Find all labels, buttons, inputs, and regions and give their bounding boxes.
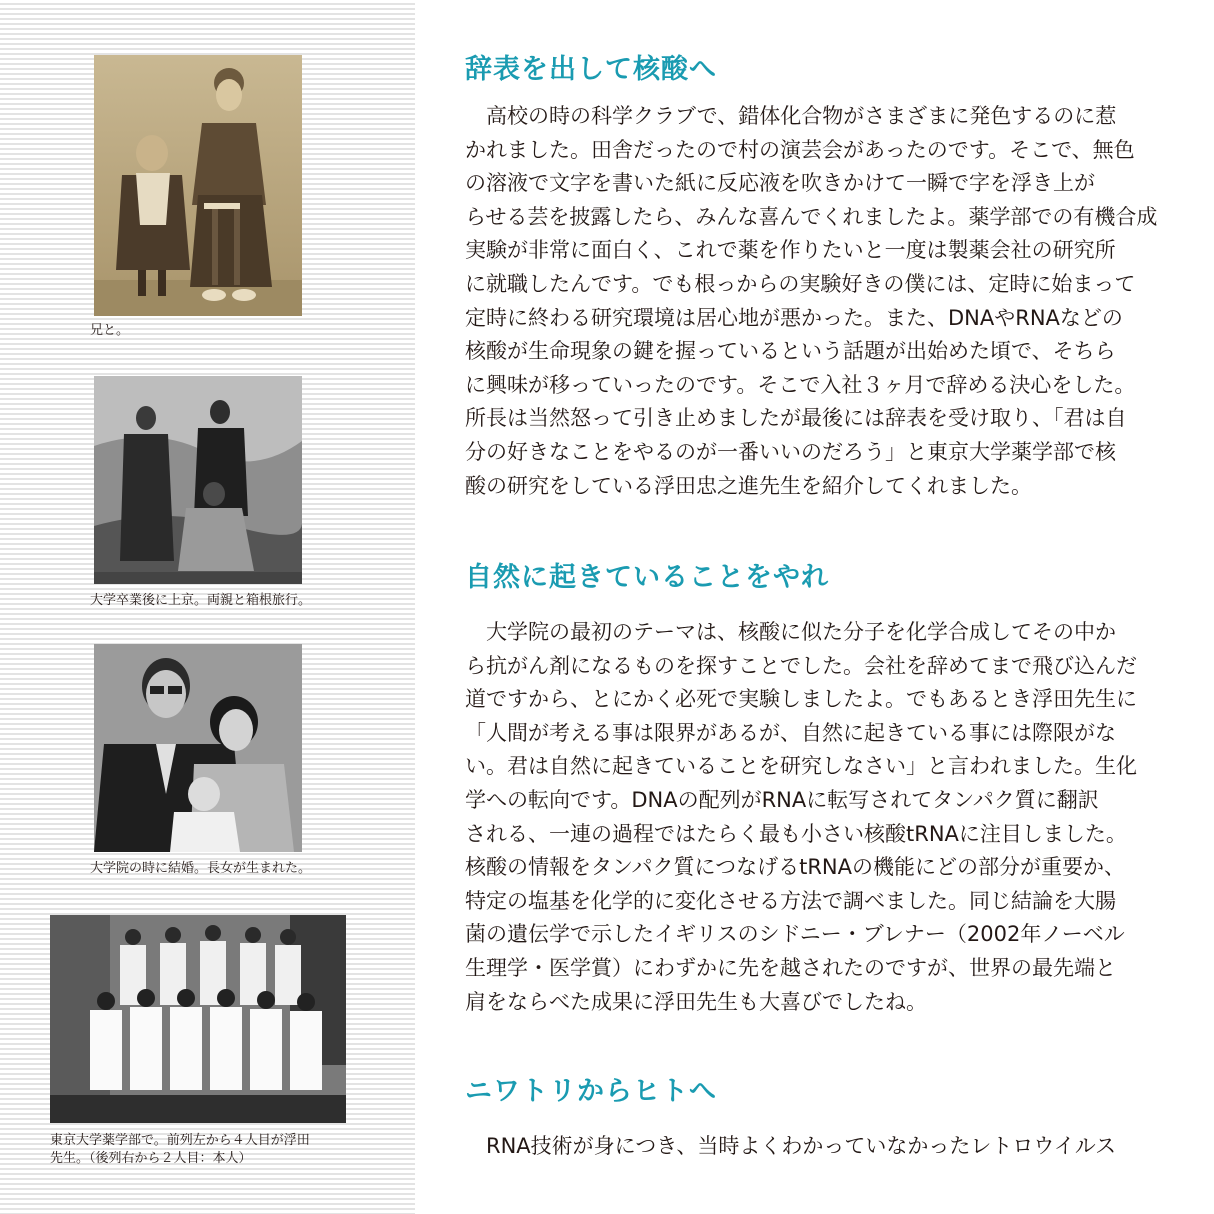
section-body-resignation: 高校の時の科学クラブで、錯体化合物がさまざまに発色するのに惹 かれました。田舎だったので村の演芸会があったのです。そこで、無色 の溶液で文字を書いた紙に反応液を吹きかけて一瞬で字を浮き上が らせる芸を披露したら、みんな喜んでくれましたよ。薬学部での有機合成 実験が非常に面白く、これで薬を作りたいと一度は製薬会社の研究所 に就職したんです。でも根っからの実験好きの僕には、定時に始まって 定時に終わる研究環境は居心地が悪かった。また、DNAやRNAなどの 核酸が生命現象の鍵を握っているという話題が出始めた頃で、そちら に興味が移っていったのです。そこで入社３ヶ月で辞める決心をした。 所長は当然怒って引き止めましたが最後には辞表を受け取り、「君は自 分の好きなことをやるのが一番いいのだろう」と東京大学薬学部で核 酸の研究をしている浮田忠之進先生を紹介してくれました。 xyxy=(465,104,1158,498)
photo-caption-wedding-family: 大学院の時に結婚。長女が生まれた。 xyxy=(90,861,312,876)
section-body-nature: 大学院の最初のテーマは、核酸に似た分子を化学合成してその中か ら抗がん剤になるものを探すことでした。会社を辞めてまで飛び込んだ 道ですから、とにかく必死で実験しましたよ。でもあるとき浮田先生に 「人間が考える事は限界があるが、自然に起きている事には際限がな い。君は自然に起きていることを研究しなさい」と言われました。生化 学への転向です。DNAの配列がRNAに転写されてタンパク質に翻訳 される、一連の過程ではたらく最も小さい核酸tRNAに注目しました。 核酸の情報をタンパク質につなげるtRNAの機能にどの部分が重要か、 特定の塩基を化学的に変化させる方法で調べました。同じ結論を大腸 菌の遺伝学で示したイギリスのシドニー・ブレナー（2002年ノーベル 生理学・医学賞）にわずかに先を越されたのですが、世界の最先端と 肩をならべた成果に浮田先生も大喜びでしたね。 xyxy=(465,620,1137,1014)
photo-wedding-family xyxy=(94,644,302,852)
photo-caption-brothers: 兄と。 xyxy=(90,323,130,338)
photo-brothers xyxy=(94,55,302,316)
section-heading-chicken-to-human: ニワトリからヒトへ xyxy=(465,1076,717,1107)
section-body-chicken-to-human: RNA技術が身につき、当時よくわかっていなかったレトロウイルス xyxy=(486,1134,1117,1158)
section-heading-resignation: 辞表を出して核酸へ xyxy=(465,54,717,85)
bw-photo-wedding-family-icon xyxy=(94,644,302,852)
sepia-photo-brothers-icon xyxy=(94,55,302,316)
photo-family-trip xyxy=(94,376,302,584)
section-heading-nature: 自然に起きていることをやれ xyxy=(465,562,829,593)
bw-photo-family-trip-icon xyxy=(94,376,302,584)
photo-lab-group xyxy=(50,915,346,1123)
photo-caption-lab-group: 東京大学薬学部で。前列左から４人目が浮田 先生。（後列右から２人目：本人） xyxy=(50,1133,310,1166)
photo-caption-family-trip: 大学卒業後に上京。両親と箱根旅行。 xyxy=(90,593,312,608)
photo-sidebar xyxy=(0,0,415,1214)
bw-photo-lab-group-icon xyxy=(50,915,346,1123)
